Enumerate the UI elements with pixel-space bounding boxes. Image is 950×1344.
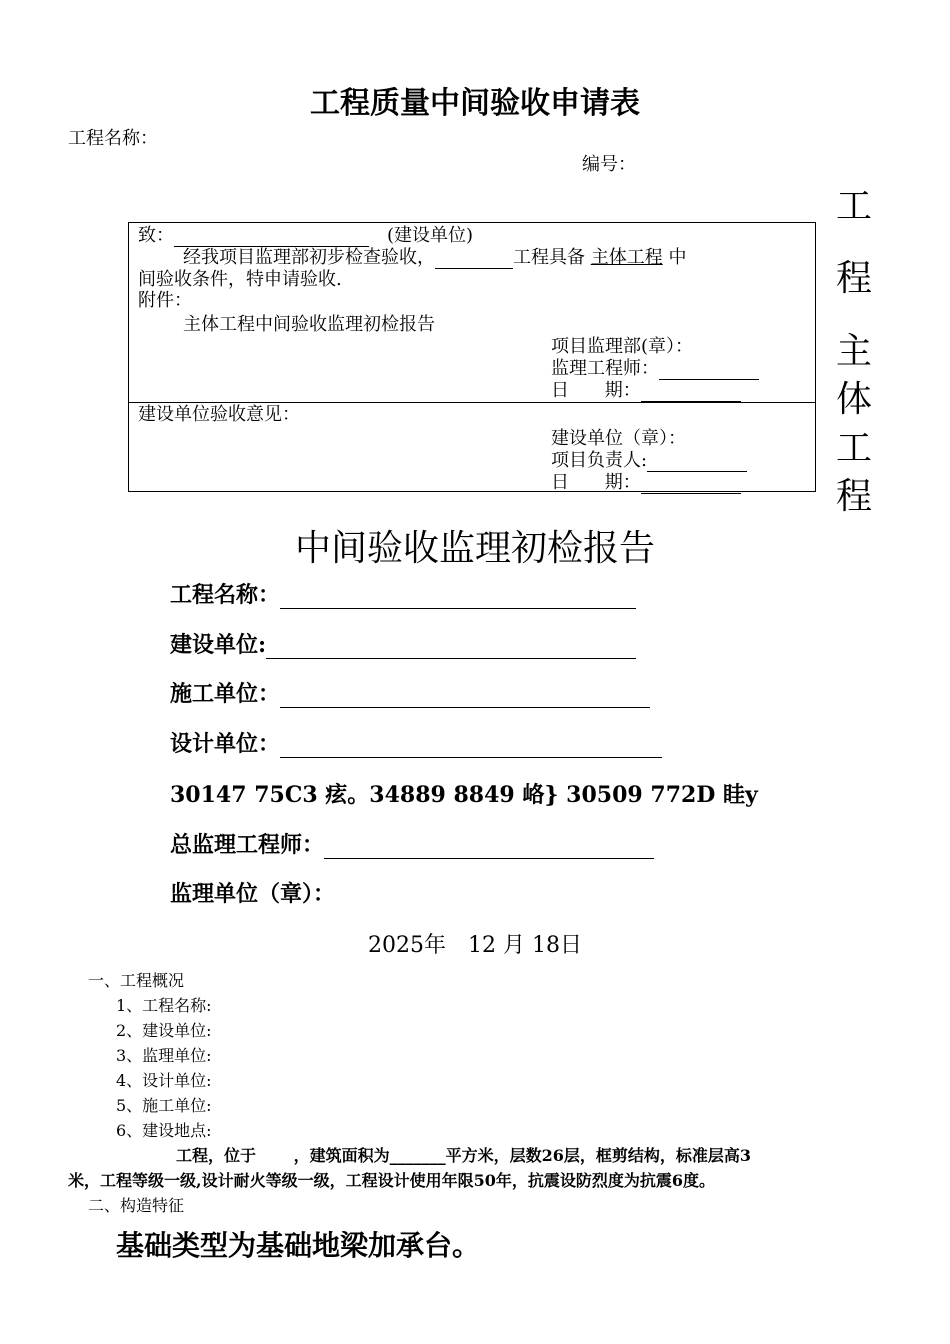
- project-leader-label: 项目负责人:: [551, 450, 648, 471]
- vertical-char-6: 程: [836, 476, 873, 517]
- report-builder-unit-blank: [280, 683, 650, 708]
- report-construction-unit-blank: [266, 634, 636, 659]
- application-form-box: [128, 222, 816, 492]
- vertical-char-3: 主: [836, 331, 873, 372]
- report-construction-unit-label: 建设单位:: [170, 632, 267, 658]
- report-project-name-line: [170, 578, 636, 609]
- attachment-label: 附件：: [138, 290, 192, 311]
- overview-paragraph-line1: 工程，位于 ，建筑面积为_______平方米，层数26层，框剪结构，标准层高3: [176, 1146, 751, 1165]
- report-design-unit-blank: [280, 733, 662, 758]
- report-design-unit-label: 设计单位：: [170, 731, 281, 757]
- report-builder-unit-label: 施工单位：: [170, 681, 281, 707]
- construction-date-line: [551, 472, 741, 494]
- overview-item-1: 1、工程名称:: [116, 996, 212, 1015]
- form-to-line: [138, 225, 473, 247]
- overview-paragraph-line2: 米，工程等级一级,设计耐火等级一级，工程设计使用年限50年，抗震设防烈度为抗震6度。: [68, 1171, 715, 1190]
- supervision-engineer-label: 监理工程师：: [551, 358, 659, 379]
- form-line1: [183, 247, 686, 269]
- report-chief-engineer-label: 总监理工程师：: [170, 832, 325, 858]
- overview-item-5: 5、施工单位:: [116, 1096, 212, 1115]
- project-leader-line: [551, 450, 747, 472]
- vertical-char-2: 程: [836, 258, 873, 299]
- report-builder-unit-line: [170, 677, 650, 708]
- date2-blank: [641, 475, 741, 494]
- overview-item-3: 3、监理单位:: [116, 1046, 212, 1065]
- engineer-blank: [659, 361, 759, 380]
- report-project-name-label: 工程名称：: [170, 582, 281, 608]
- form-to-prefix: 致：: [138, 225, 174, 246]
- form-line1-d: 中: [668, 247, 687, 268]
- foundation-type-text: 基础类型为基础地梁加承台。: [116, 1229, 481, 1262]
- report-project-name-blank: [280, 584, 636, 609]
- form-line1-b: 工程具备: [513, 247, 585, 268]
- overview-item-4: 4、设计单位:: [116, 1071, 212, 1090]
- form-divider: [129, 402, 815, 403]
- vertical-char-5: 工: [836, 428, 873, 469]
- page-title: 工程质量中间验收申请表: [310, 86, 640, 121]
- structure-heading: 二、构造特征: [88, 1196, 185, 1215]
- report-supervision-unit-seal: 监理单位（章）：: [170, 881, 336, 907]
- construction-date-label: 日 期：: [551, 472, 641, 493]
- vertical-char-4: 体: [836, 379, 873, 420]
- date-blank: [641, 383, 741, 402]
- supervision-date-label: 日 期：: [551, 380, 641, 401]
- report-title: 中间验收监理初检报告: [294, 528, 655, 569]
- to-blank: [174, 228, 369, 247]
- serial-number-label: 编号：: [582, 154, 636, 175]
- project-name-label: 工程名称：: [68, 128, 158, 149]
- form-to-suffix: (建设单位): [387, 225, 474, 246]
- supervision-engineer-line: [551, 358, 759, 380]
- report-chief-engineer-blank: [324, 834, 654, 859]
- report-chief-engineer-line: [170, 828, 654, 859]
- construction-opinion-label: 建设单位验收意见：: [138, 404, 300, 425]
- report-date: 2025年 12 月 18日: [368, 933, 582, 958]
- overview-item-2: 2、建设单位:: [116, 1021, 212, 1040]
- report-garbled-line: 30147 75C3 痃。34889 8849 峈} 30509 772D 眭y: [170, 782, 758, 808]
- report-design-unit-line: [170, 727, 662, 758]
- attachment-item: 主体工程中间验收监理初检报告: [183, 314, 435, 335]
- construction-unit-seal: 建设单位（章）：: [551, 428, 686, 449]
- overview-item-6: 6、建设地点:: [116, 1121, 212, 1140]
- supervision-date-line: [551, 380, 741, 402]
- overview-heading: 一、工程概况: [88, 971, 185, 990]
- supervision-dept-seal: 项目监理部(章）：: [551, 336, 694, 357]
- report-construction-unit-line: [170, 628, 636, 659]
- form-line2: 间验收条件，特申请验收.: [138, 269, 342, 290]
- vertical-char-1: 工: [836, 186, 873, 227]
- form-line1-a: 经我项目监理部初步检查验收，: [183, 247, 435, 268]
- project-blank: [435, 250, 513, 269]
- leader-blank: [647, 453, 747, 472]
- form-line1-project-type: 主体工程: [590, 247, 663, 268]
